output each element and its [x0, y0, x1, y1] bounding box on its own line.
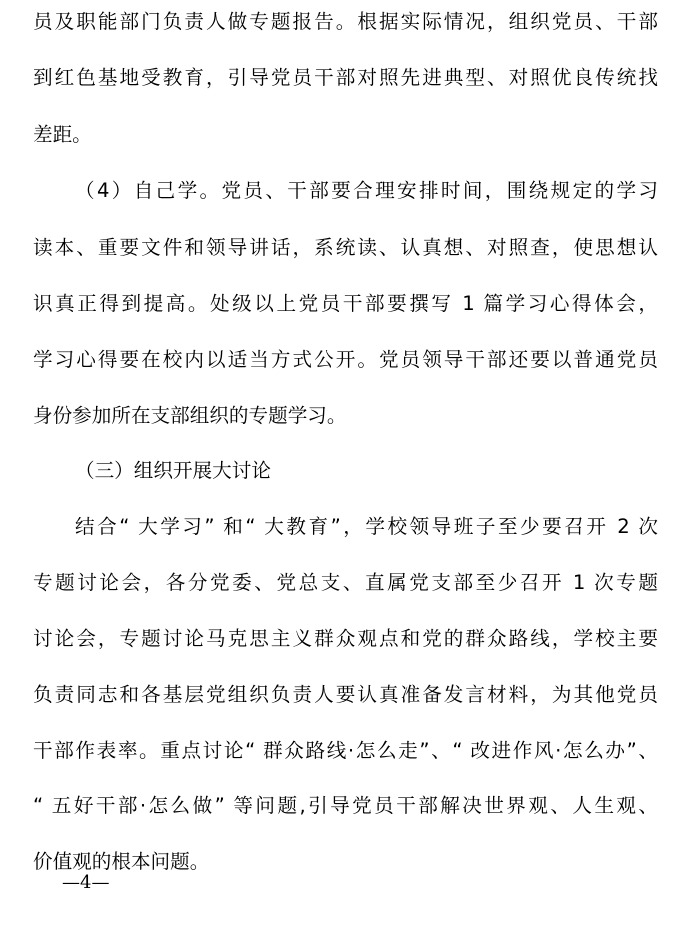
paragraph-line: “ 五好干部·怎么做” 等问题,引导党员干部解决世界观、人生观、: [33, 794, 658, 817]
paragraph-line: 身份参加所在支部组织的专题学习。: [33, 404, 347, 427]
paragraph-line: 差距。: [33, 123, 92, 146]
paragraph-line: 学习心得要在校内以适当方式公开。党员领导干部还要以普通党员: [33, 348, 658, 371]
paragraph-line: 到红色基地受教育，引导党员干部对照先进典型、对照优良传统找: [33, 66, 658, 89]
paragraph-line: 识真正得到提高。处级以上党员干部要撰写 1 篇学习心得体会，: [33, 292, 658, 315]
paragraph-line: 结合“ 大学习” 和“ 大教育”，学校领导班子至少要召开 2 次: [75, 515, 658, 538]
paragraph-line: 价值观的根本问题。: [33, 850, 210, 873]
paragraph-line: 读本、重要文件和领导讲话，系统读、认真想、对照查，使思想认: [33, 236, 658, 259]
page-number: —4—: [62, 872, 110, 893]
paragraph-line: （4）自己学。党员、干部要合理安排时间，围绕规定的学习: [75, 179, 658, 202]
paragraph-line: 员及职能部门负责人做专题报告。根据实际情况，组织党员、干部: [33, 10, 658, 33]
section-heading: （三）组织开展大讨论: [75, 459, 271, 482]
paragraph-line: 负责同志和各基层党组织负责人要认真准备发言材料，为其他党员: [33, 683, 658, 706]
paragraph-line: 专题讨论会，各分党委、党总支、直属党支部至少召开 1 次专题: [33, 571, 658, 594]
paragraph-line: 干部作表率。重点讨论“ 群众路线·怎么走”、“ 改进作风·怎么办”、: [33, 739, 658, 762]
paragraph-line: 讨论会，专题讨论马克思主义群众观点和党的群众路线，学校主要: [33, 627, 658, 650]
